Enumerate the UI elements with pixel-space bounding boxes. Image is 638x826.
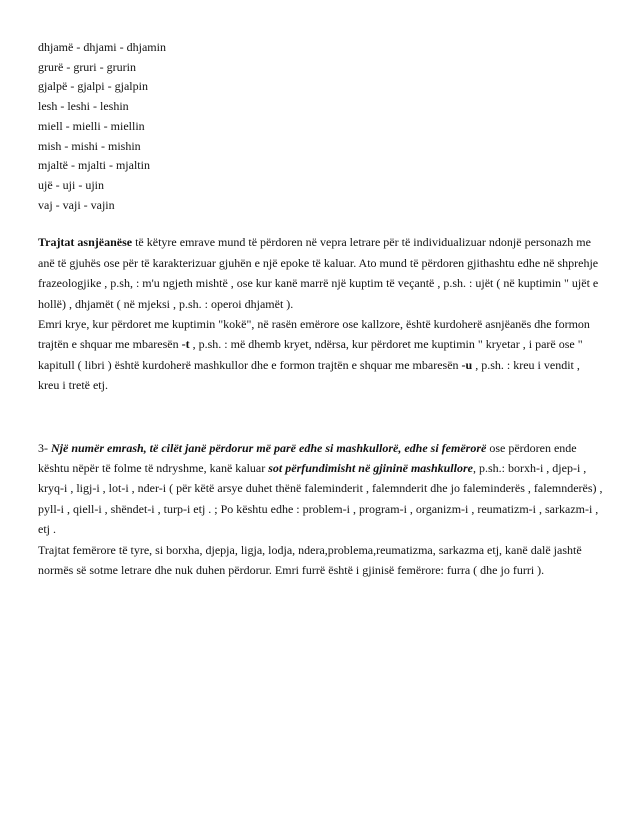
paragraph-masculine-nouns	[38, 438, 604, 540]
bold-term: Trajtat asnjëanëse	[38, 235, 133, 250]
paragraph-neuter-forms	[38, 232, 604, 314]
list-item: lesh - leshi - leshin	[38, 99, 129, 114]
list-item: mish - mishi - mishin	[38, 138, 141, 153]
bold-italic-phrase: Një numër emrash, të cilët janë përdorur më parë edhe si mashkullorë, edhe si femërorë	[51, 440, 487, 455]
list-item: ujë - uji - ujin	[38, 177, 104, 192]
paragraph-text: , p.sh. : kreu i vendit , kreu i tretë etj.	[38, 357, 580, 393]
paragraph-number: 3-	[38, 440, 51, 455]
paragraph-text: , p.sh. : më dhemb kryet, ndërsa, kur përdoret me kuptimin " kryetar , i parë ose " kapitull ( libri ) është kurdoherë mashkullor dhe e formon trajtën e shquar me mbaresën	[38, 337, 583, 372]
paragraph-text: , p.sh.: borxh-i , djep-i , kryq-i , ligj-i , lot-i , nder-i ( për këtë arsye duhet thënë faleminderit , falemnderit dhe jo faleminderës , falemnderës) , pyll-i , qiell-i , shëndet-i , turp-i etj . ; Po kështu edhe : problem-i , program-i , organizm-i , reumatizm-i , sarkazm-i , etj .	[38, 460, 603, 537]
word-form-list	[38, 38, 604, 215]
bold-italic-phrase: sot përfundimisht në gjininë mashkullore	[268, 460, 473, 475]
bold-suffix: -u	[461, 357, 473, 372]
list-item: gjalpë - gjalpi - gjalpin	[38, 79, 148, 94]
paragraph-text: të këtyre emrave mund të përdoren në vepra letrare për të individualizuar ndonjë personazh me anë të gjuhës ose për të karakterizuar gjuhën e një epoke të kaluar. Ato mund të përdoren gjithashtu edhe në shprehje frazeologjike , p.sh, : m'u ngjeth mishtë , ose kur kanë marrë një kuptim të veçantë , p.sh. : ujët ( në kuptimin " ujët e hollë) , dhjamët ( në mjeksi , p.sh. : operoi dhjamët ).	[38, 235, 599, 311]
list-item: grurë - gruri - grurin	[38, 59, 136, 74]
paragraph-text: ose përdoren ende kështu nëpër të folme të ndryshme, kanë kaluar	[38, 440, 577, 475]
list-item: dhjamë - dhjami - dhjamin	[38, 40, 166, 54]
paragraph-feminine-forms	[38, 540, 604, 581]
paragraph-text: Trajtat femërore të tyre, si borxha, djepja, ligja, lodja, ndera,problema,reumatizma, sarkazma etj, kanë dalë jashtë normës së sotme letrare dhe nuk duhen përdorur. Emri furrë është i gjinisë femërore: furra ( dhe jo furri ).	[38, 542, 582, 578]
list-item: mjaltë - mjalti - mjaltin	[38, 158, 150, 173]
bold-suffix: -t	[181, 337, 190, 352]
paragraph-text: Emri krye, kur përdoret me kuptimin "kokë", në rasën emërore ose kallzore, është kurdoherë asnjëanës dhe formon trajtën e shquar me mbaresën	[38, 316, 590, 352]
paragraph-krye	[38, 314, 604, 396]
list-item: vaj - vaji - vajin	[38, 197, 115, 212]
list-item: miell - mielli - miellin	[38, 118, 145, 133]
document-page	[38, 38, 604, 580]
